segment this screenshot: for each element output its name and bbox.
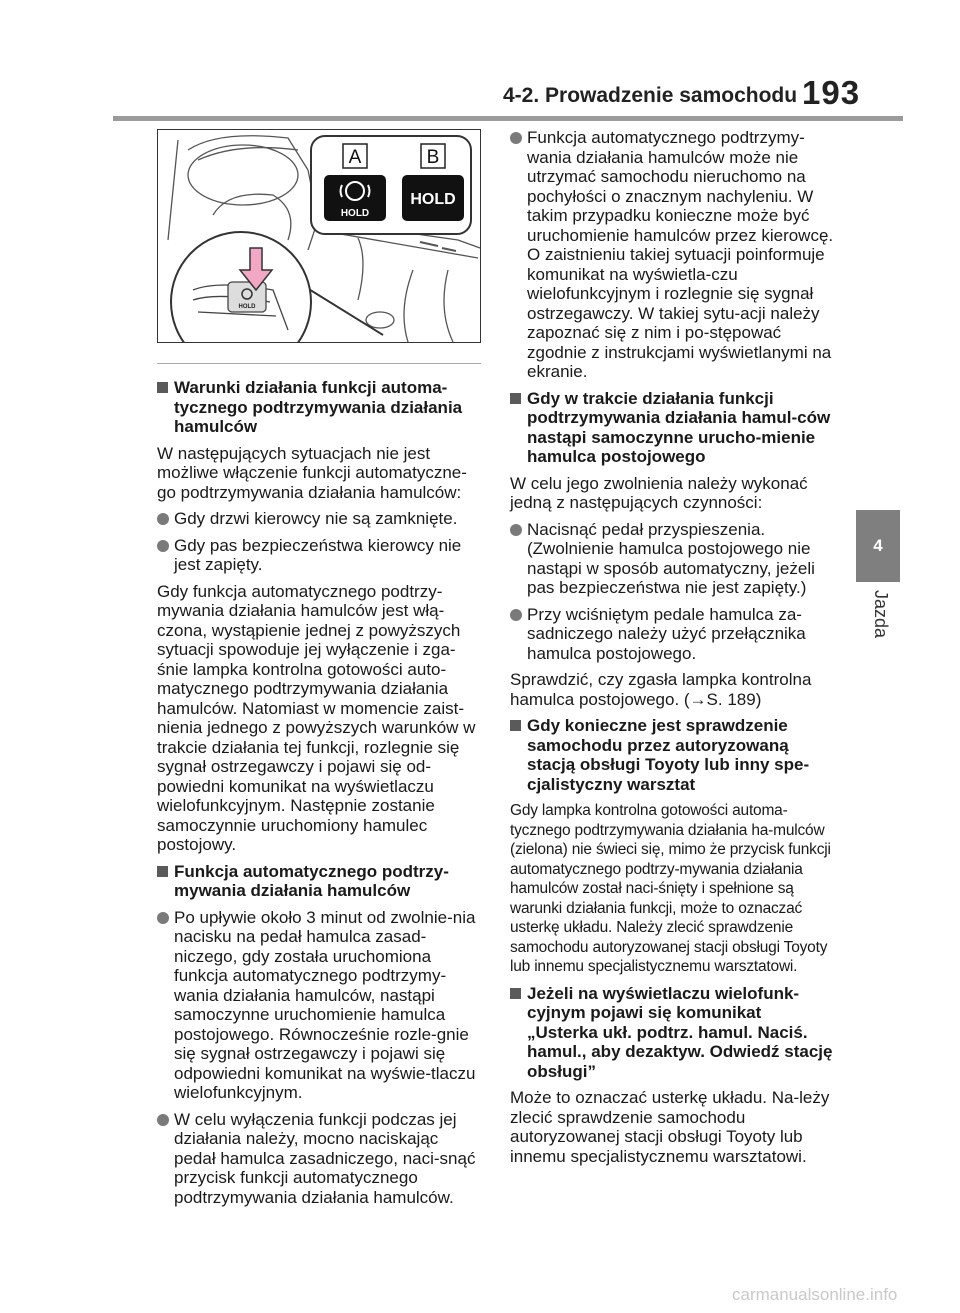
- header-rule: [113, 116, 903, 121]
- heading-malfunction-message: Jeżeli na wyświetlaczu wielofunk-cyjnym pojawi się komunikat „Usterka ukł. podtrz. hamul. Naciś. hamul., aby dezaktyw. Odwiedź stację obsługi”: [510, 984, 835, 1082]
- svg-text:HOLD: HOLD: [410, 191, 456, 208]
- bullet-icon: [510, 524, 522, 536]
- list-item: Po upływie około 3 minut od zwolnie-nia nacisku na pedał hamulca zasad-niczego, gdy została uruchomiona funkcja automatycznego podtrzymy-wania działania hamulców, nastąpi samoczynne uruchomienie hamulca postojowego. Równocześnie rozle-gnie się sygnał ostrzegawczy i pojawi się odpowiedni komunikat na wyświe-tlaczu wielofunkcyjnym.: [157, 908, 481, 1103]
- bullet-icon: [157, 540, 169, 552]
- dashboard-illustration: [158, 130, 480, 342]
- callout-b: B: [426, 147, 440, 168]
- list-item: Nacisnąć pedał przyspieszenia. (Zwolnienie hamulca postojowego nie nastąpi w sposób automatyczny, jeżeli pas bezpieczeństwa nie jest zapięty.): [510, 520, 835, 598]
- bullet-icon: [157, 912, 169, 924]
- heading-function: Funkcja automatycznego podtrzy-mywania działania hamulców: [157, 862, 481, 901]
- section-title: 4-2. Prowadzenie samochodu: [503, 84, 798, 107]
- page-header: [0, 0, 960, 120]
- list-item: Przy wciśniętym pedale hamulca za-sadniczego należy użyć przełącznika hamulca postojowego.: [510, 605, 835, 664]
- svg-text:HOLD: HOLD: [340, 208, 370, 219]
- hold-button-illustration: [157, 129, 481, 343]
- paragraph: W celu jego zwolnienia należy wykonać jedną z następujących czynności:: [510, 473, 808, 512]
- callout-a: A: [348, 147, 362, 168]
- bullet-icon: [510, 609, 522, 621]
- paragraph: Gdy funkcja automatycznego podtrzy-mywania działania hamulców jest włą-czona, wystąpienie jednej z powyższych sytuacji spowoduje jej wyłączenie i zga-śnie lampka kontrolna gotowości auto-matycznego podtrzymywania działania hamulców. Natomiast w momencie zaist-nienia jednego z powyższych warunków w trakcie działania tej funkcji, rozlegnie się sygnał ostrzegawczy i pojawi się od-powiedni komunikat na wyświetlaczu wielofunkcyjnym. Następnie zostanie samoczynnie uruchomiony hamulec postojowy.: [157, 581, 476, 854]
- page-number: 193: [802, 74, 861, 111]
- bullet-icon: [157, 513, 169, 525]
- paragraph: Może to oznaczać usterkę układu. Na-leży zlecić sprawdzenie samochodu autoryzowanej stacji obsługi Toyoty lub innemu specjalistycznemu warsztatowi.: [510, 1088, 830, 1166]
- figure-divider: [157, 363, 481, 364]
- chapter-label: Jazda: [871, 590, 891, 639]
- right-column: [510, 128, 835, 1173]
- paragraph: Gdy lampka kontrolna gotowości automa-tycznego podtrzymywania działania ha-mulców (zielona) nie świeci się, mimo że przycisk funkcji automatycznego podtrzy-mywania działania hamulców został naci-śnięty i spełnione są warunki działania funkcji, może to oznaczać usterkę układu. Należy zlecić sprawdzenie samochodu autoryzowanej stacji obsługi Toyoty lub innemu specjalistycznemu warsztatowi.: [510, 802, 831, 975]
- watermark: carmanualsonline.info: [732, 1285, 898, 1304]
- list-item: Gdy pas bezpieczeństwa kierowcy nie jest zapięty.: [157, 536, 481, 575]
- paragraph: Sprawdzić, czy zgasła lampka kontrolna hamulca postojowego. (→S. 189): [510, 670, 812, 709]
- heading-service-check: Gdy konieczne jest sprawdzenie samochodu przez autoryzowaną stacją obsługi Toyoty lub inny spe-cjalistyczny warsztat: [510, 716, 835, 794]
- svg-text:HOLD: HOLD: [238, 304, 256, 310]
- paragraph: W następujących sytuacjach nie jest możliwe włączenie funkcji automatyczne-go podtrzymywania działania hamulców:: [157, 443, 467, 502]
- heading-conditions: Warunki działania funkcji automa-tycznego podtrzymywania działania hamulców: [157, 378, 481, 437]
- list-item: Gdy drzwi kierowcy nie są zamknięte.: [157, 509, 481, 529]
- bullet-icon: [157, 1114, 169, 1126]
- bullet-icon: [510, 132, 522, 144]
- chapter-tab: 4: [856, 510, 900, 582]
- left-column: [157, 378, 481, 1214]
- heading-parking-brake: Gdy w trakcie działania funkcji podtrzymywania działania hamul-ców nastąpi samoczynne urucho-mienie hamulca postojowego: [510, 389, 835, 467]
- list-item: Funkcja automatycznego podtrzymy-wania działania hamulców może nie utrzymać samochodu nieruchomo na pochyłości o znacznym nachyleniu. W takim przypadku konieczne może być uruchomienie hamulców przez kierowcę. O zaistnieniu takiej sytuacji poinformuje komunikat na wyświetla-czu wielofunkcyjnym i rozlegnie się sygnał ostrzegawczy. W takiej sytu-acji należy zapoznać się z nim i po-stępować zgodnie z instrukcjami wyświetlanymi na ekranie.: [510, 128, 835, 382]
- list-item: W celu wyłączenia funkcji podczas jej działania należy, mocno naciskając pedał hamulca zasadniczego, naci-snąć przycisk funkcji automatycznego podtrzymywania działania hamulców.: [157, 1110, 481, 1208]
